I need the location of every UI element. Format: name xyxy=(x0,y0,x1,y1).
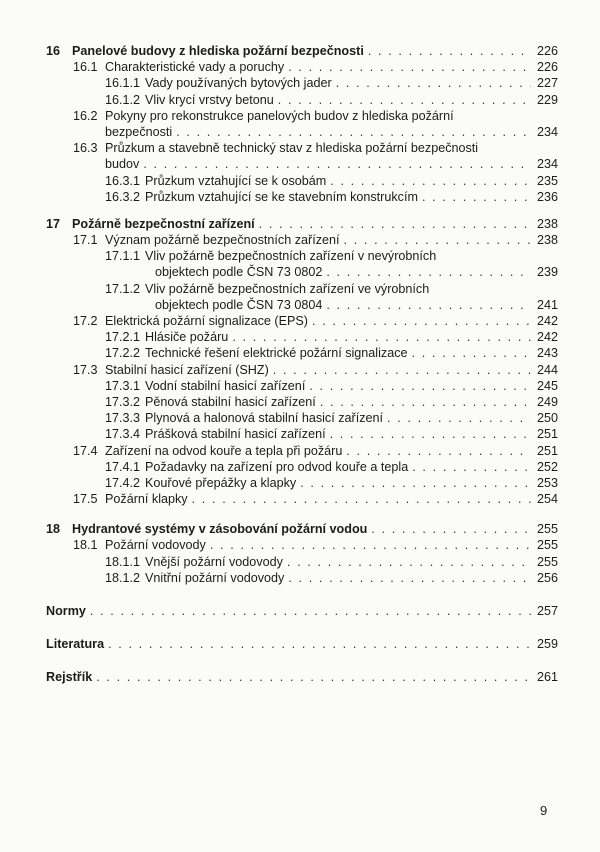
toc-section-18-1[interactable] xyxy=(46,537,558,553)
dot-leader xyxy=(278,92,531,108)
subsection-title: Vady používaných bytových jader xyxy=(145,76,332,91)
page-ref: 245 xyxy=(536,378,558,393)
chapter-number: 18 xyxy=(46,522,61,537)
dot-leader xyxy=(312,313,531,329)
page-ref: 235 xyxy=(536,173,558,188)
subsection-number: 18.1.2 xyxy=(105,570,141,585)
dot-leader xyxy=(259,216,531,232)
dot-leader xyxy=(90,603,531,619)
subsection-number: 17.4.2 xyxy=(105,475,141,490)
dot-leader xyxy=(326,297,531,313)
dot-leader xyxy=(330,173,531,189)
subsection-number: 16.1.1 xyxy=(105,76,141,91)
toc-section-16-1[interactable] xyxy=(46,59,558,75)
entry-title: Rejstřík xyxy=(46,670,93,685)
toc-subsection-17-2-1[interactable] xyxy=(46,329,558,345)
dot-leader xyxy=(412,459,531,475)
toc-section-17-1[interactable] xyxy=(46,232,558,248)
toc-literatura[interactable] xyxy=(46,636,558,652)
section-number: 17.1 xyxy=(73,233,98,248)
subsection-title: Požadavky na zařízení pro odvod kouře a tepla xyxy=(145,459,409,474)
section-spacer xyxy=(46,586,558,603)
toc-section-16-2[interactable] xyxy=(46,108,558,124)
page-ref: 242 xyxy=(536,330,558,345)
dot-leader xyxy=(344,232,531,248)
chapter-spacer xyxy=(46,507,558,521)
subsection-title: Technické řešení elektrické požární signalizace xyxy=(145,346,408,361)
section-title: Elektrická požární signalizace (EPS) xyxy=(105,314,308,328)
toc-subsection-17-1-1-continued[interactable] xyxy=(46,264,558,280)
page-ref: 239 xyxy=(536,265,558,280)
toc-normy[interactable] xyxy=(46,603,558,619)
subsection-number: 17.1.2 xyxy=(105,281,141,296)
page-ref: 255 xyxy=(536,554,558,569)
toc-subsection-17-3-4[interactable] xyxy=(46,426,558,442)
section-title-line2: bezpečnosti xyxy=(105,124,173,139)
subsection-title: Hlásiče požáru xyxy=(145,330,229,345)
dot-leader xyxy=(412,345,531,361)
page-ref: 253 xyxy=(536,475,558,490)
dot-leader xyxy=(210,537,531,553)
toc-section-17-4[interactable] xyxy=(46,443,558,459)
toc-subsection-16-3-2[interactable] xyxy=(46,189,558,205)
dot-leader xyxy=(108,636,531,652)
toc-chapter-18[interactable] xyxy=(46,521,558,537)
toc-section-17-5[interactable] xyxy=(46,491,558,507)
page-ref: 226 xyxy=(536,60,558,75)
page-ref: 238 xyxy=(536,233,558,248)
subsection-title: Vliv krycí vrstvy betonu xyxy=(145,92,274,107)
page-ref: 251 xyxy=(536,427,558,442)
toc-section-16-3-continued[interactable] xyxy=(46,156,558,172)
section-number: 16.3 xyxy=(73,141,98,156)
section-number: 17.5 xyxy=(73,492,98,507)
dot-leader xyxy=(346,443,531,459)
subsection-title: Průzkum vztahující se k osobám xyxy=(145,173,327,188)
section-spacer xyxy=(46,619,558,636)
section-number: 17.2 xyxy=(73,314,98,328)
section-number: 17.4 xyxy=(73,443,98,458)
subsection-number: 17.3.3 xyxy=(105,411,141,426)
page-ref: 259 xyxy=(536,637,558,652)
section-title: Zařízení na odvod kouře a tepla při požáru xyxy=(105,443,343,458)
subsection-number: 18.1.1 xyxy=(105,554,141,569)
toc-subsection-17-3-1[interactable] xyxy=(46,378,558,394)
dot-leader xyxy=(336,75,531,91)
subsection-number: 16.1.2 xyxy=(105,92,141,107)
section-title: Požární vodovody xyxy=(105,538,206,553)
page-ref: 236 xyxy=(536,189,558,204)
chapter-title: Panelové budovy z hlediska požární bezpečnosti xyxy=(72,44,364,58)
subsection-number: 17.2.1 xyxy=(105,330,141,345)
subsection-title: Plynová a halonová stabilní hasicí zařízení xyxy=(145,411,384,426)
subsection-title-line2: objektech podle ČSN 73 0804 xyxy=(155,297,323,312)
dot-leader xyxy=(387,410,531,426)
page-ref: 243 xyxy=(536,346,558,361)
toc-subsection-17-1-1[interactable] xyxy=(46,248,558,264)
toc-subsection-17-4-1[interactable] xyxy=(46,459,558,475)
toc-subsection-17-2-2[interactable] xyxy=(46,345,558,361)
toc-subsection-17-1-2[interactable] xyxy=(46,281,558,297)
page-ref: 261 xyxy=(536,670,558,685)
page-ref: 254 xyxy=(536,492,558,507)
entry-title: Normy xyxy=(46,604,86,618)
page-ref: 238 xyxy=(536,216,558,231)
toc-subsection-17-4-2[interactable] xyxy=(46,475,558,491)
page-ref: 226 xyxy=(536,44,558,58)
page-ref: 256 xyxy=(536,570,558,585)
dot-leader xyxy=(232,329,531,345)
section-number: 16.2 xyxy=(73,108,98,123)
page-ref: 249 xyxy=(536,394,558,409)
subsection-title-line2: objektech podle ČSN 73 0802 xyxy=(155,265,323,280)
section-title: Význam požárně bezpečnostních zařízení xyxy=(105,233,340,248)
dot-leader xyxy=(371,521,531,537)
dot-leader xyxy=(176,124,531,140)
dot-leader xyxy=(96,669,531,685)
page-ref: 227 xyxy=(536,76,558,91)
page-ref: 250 xyxy=(536,411,558,426)
page-number: 9 xyxy=(540,803,548,818)
table-of-contents xyxy=(46,43,558,686)
dot-leader xyxy=(143,156,531,172)
section-title: Požární klapky xyxy=(105,492,188,507)
subsection-title: Prášková stabilní hasicí zařízení xyxy=(145,427,326,442)
page-ref: 255 xyxy=(536,522,558,537)
chapter-spacer xyxy=(46,205,558,216)
toc-subsection-16-3-1[interactable] xyxy=(46,173,558,189)
page-ref: 229 xyxy=(536,92,558,107)
section-title-line1: Pokyny pro rekonstrukce panelových budov z hlediska požární xyxy=(105,108,454,123)
section-number: 18.1 xyxy=(73,538,98,553)
page-ref: 255 xyxy=(536,538,558,553)
subsection-number: 16.3.2 xyxy=(105,189,141,204)
subsection-number: 17.3.2 xyxy=(105,394,141,409)
dot-leader xyxy=(288,59,531,75)
section-number: 17.3 xyxy=(73,362,98,377)
subsection-number: 16.3.1 xyxy=(105,173,141,188)
dot-leader xyxy=(320,394,531,410)
chapter-number: 17 xyxy=(46,216,61,231)
subsection-title-line1: Vliv požárně bezpečnostních zařízení v nevýrobních xyxy=(145,249,437,264)
subsection-number: 17.1.1 xyxy=(105,249,141,264)
toc-section-16-2-continued[interactable] xyxy=(46,124,558,140)
section-title: Stabilní hasicí zařízení (SHZ) xyxy=(105,362,269,377)
dot-leader xyxy=(273,362,531,378)
page-ref: 257 xyxy=(536,604,558,618)
dot-leader xyxy=(287,554,531,570)
subsection-title: Kouřové přepážky a klapky xyxy=(145,475,297,490)
entry-title: Literatura xyxy=(46,637,105,652)
dot-leader xyxy=(330,426,531,442)
dot-leader xyxy=(368,43,531,59)
section-title: Charakteristické vady a poruchy xyxy=(105,60,285,75)
toc-subsection-17-3-2[interactable] xyxy=(46,394,558,410)
subsection-title: Vnější požární vodovody xyxy=(145,554,283,569)
toc-subsection-17-1-2-continued[interactable] xyxy=(46,297,558,313)
toc-rejstrik[interactable] xyxy=(46,669,558,685)
page-ref: 251 xyxy=(536,443,558,458)
section-spacer xyxy=(46,652,558,669)
subsection-title: Pěnová stabilní hasicí zařízení xyxy=(145,394,316,409)
section-number: 16.1 xyxy=(73,60,98,75)
toc-subsection-18-1-1[interactable] xyxy=(46,554,558,570)
subsection-title-line1: Vliv požárně bezpečnostních zařízení ve výrobních xyxy=(145,281,430,296)
toc-section-17-3[interactable] xyxy=(46,362,558,378)
page-ref: 242 xyxy=(536,314,558,328)
dot-leader xyxy=(288,570,531,586)
subsection-title: Průzkum vztahující se ke stavebním konstrukcím xyxy=(145,189,418,204)
dot-leader xyxy=(300,475,531,491)
toc-section-17-2[interactable] xyxy=(46,313,558,329)
subsection-title: Vnitřní požární vodovody xyxy=(145,570,285,585)
dot-leader xyxy=(309,378,531,394)
dot-leader xyxy=(422,189,531,205)
page-ref: 252 xyxy=(536,459,558,474)
subsection-number: 17.2.2 xyxy=(105,346,141,361)
toc-chapter-17[interactable] xyxy=(46,216,558,232)
dot-leader xyxy=(326,264,531,280)
toc-subsection-16-1-2[interactable] xyxy=(46,92,558,108)
section-title-line1: Průzkum a stavebně technický stav z hlediska požární bezpečnosti xyxy=(105,141,479,156)
section-title-line2: budov xyxy=(105,157,140,172)
page-ref: 244 xyxy=(536,362,558,377)
toc-subsection-18-1-2[interactable] xyxy=(46,570,558,586)
chapter-title: Hydrantové systémy v zásobování požární vodou xyxy=(72,522,368,537)
subsection-title: Vodní stabilní hasicí zařízení xyxy=(145,378,306,393)
toc-section-16-3[interactable] xyxy=(46,140,558,156)
page-ref: 234 xyxy=(536,124,558,139)
subsection-number: 17.3.4 xyxy=(105,427,141,442)
page-ref: 241 xyxy=(536,297,558,312)
toc-subsection-16-1-1[interactable] xyxy=(46,75,558,91)
chapter-title: Požárně bezpečnostní zařízení xyxy=(72,216,255,231)
subsection-number: 17.4.1 xyxy=(105,459,141,474)
chapter-number: 16 xyxy=(46,44,61,58)
dot-leader xyxy=(192,491,531,507)
toc-subsection-17-3-3[interactable] xyxy=(46,410,558,426)
toc-chapter-16[interactable] xyxy=(46,43,558,59)
subsection-number: 17.3.1 xyxy=(105,378,141,393)
page-ref: 234 xyxy=(536,157,558,172)
